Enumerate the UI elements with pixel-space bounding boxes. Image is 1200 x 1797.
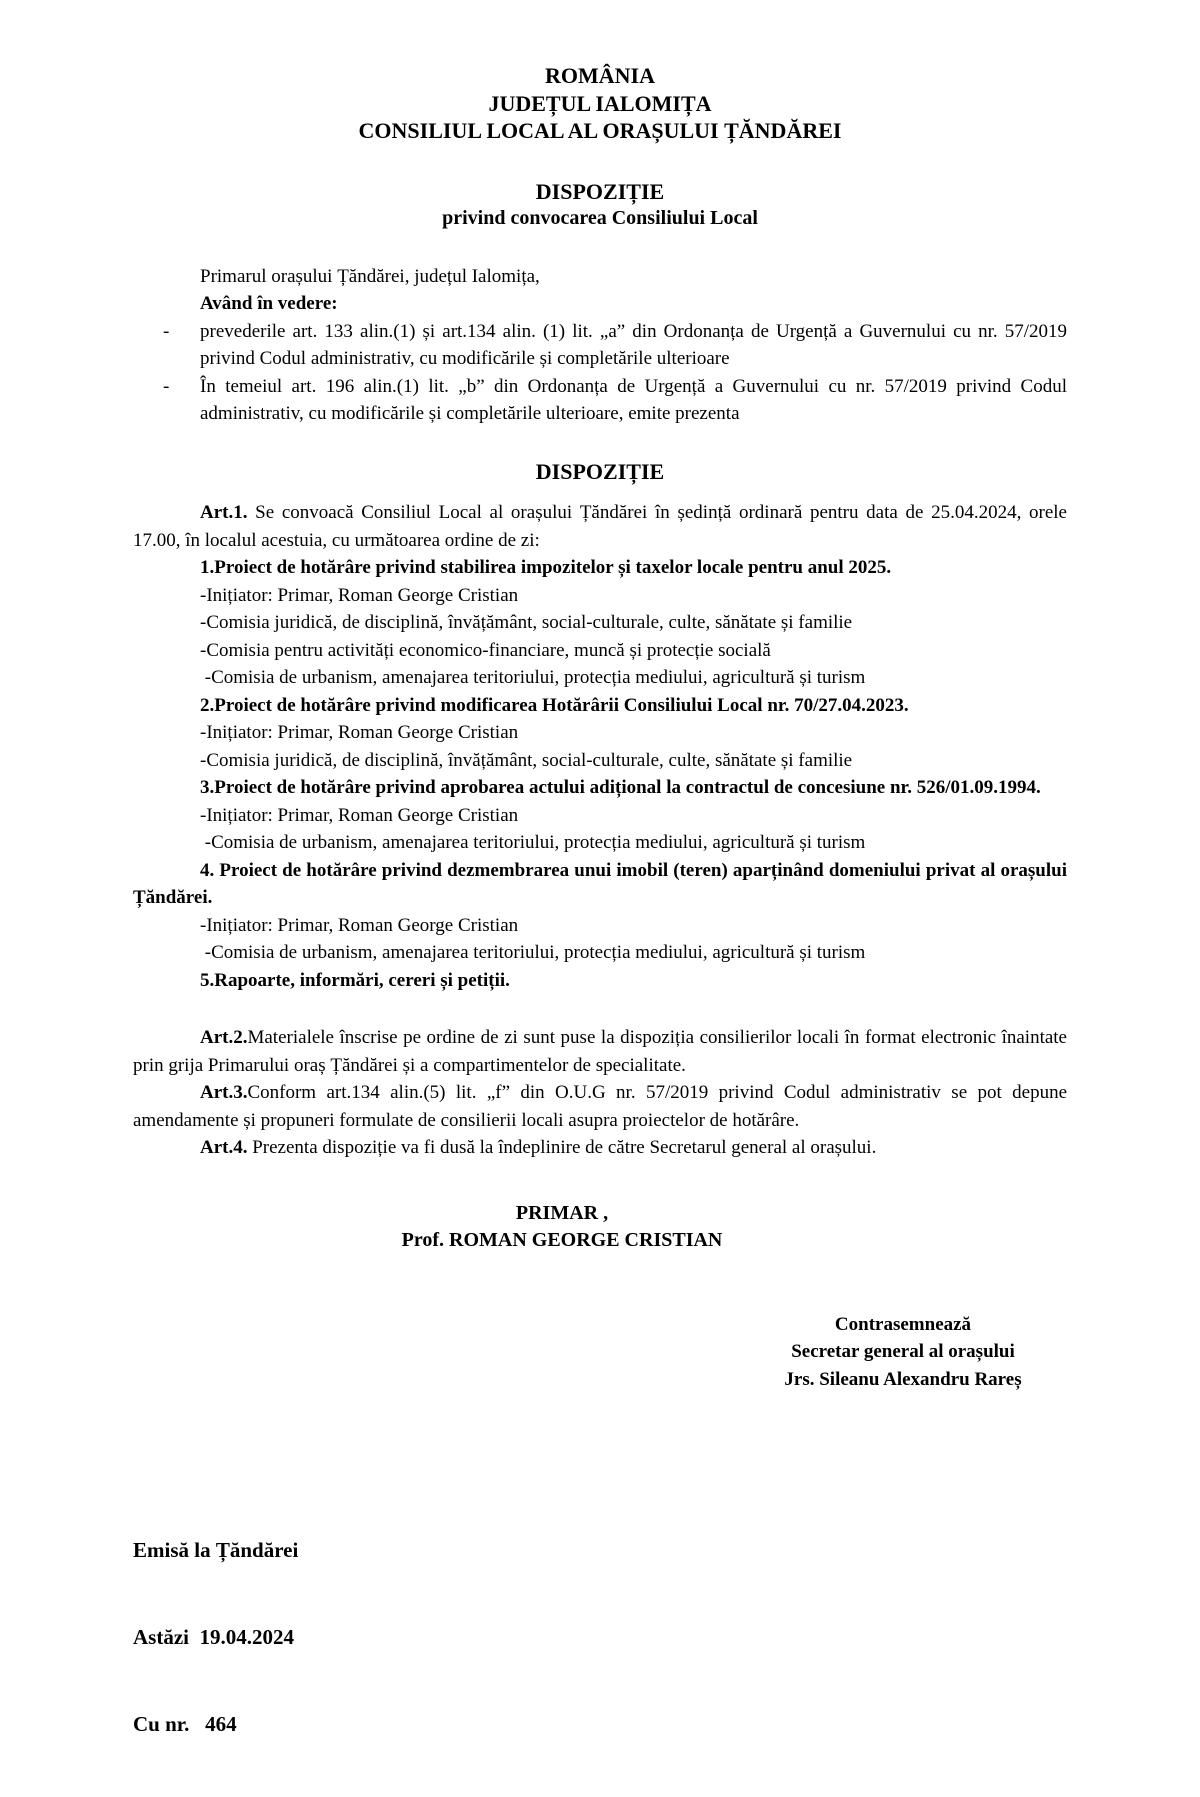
- agenda-item-5-title: 5.Rapoarte, informări, cereri și petiții.: [200, 969, 510, 991]
- document-title: [133, 178, 1067, 233]
- agenda-item-1-title: 1.Proiect de hotărâre privind stabilirea impozitelor și taxelor locale pentru anul 2025.: [200, 557, 892, 578]
- countersign-role: Secretar general al orașului: [791, 1341, 1015, 1362]
- issue-info: [133, 1478, 1067, 1797]
- article-4-text: Prezenta dispoziție va fi dusă la îndeplinire de către Secretarul general al orașului.: [247, 1137, 877, 1158]
- agenda-item-4-sub: -Comisia de urbanism, amenajarea teritoriului, protecția mediului, agricultură și turism: [200, 942, 866, 963]
- legal-basis-text: prevederile art. 133 alin.(1) și art.134 alin. (1) lit. „a” din Ordonanța de Urgență a Guvernului cu nr. 57/2019 privind Codul administrativ, cu modificările și completările ulterioare: [200, 320, 1067, 369]
- agenda-item-4-title: 4. Proiect de hotărâre privind dezmembrarea unui imobil (teren) aparținând domeniului privat al orașului Țăndărei.: [133, 859, 1067, 908]
- header-county: JUDEȚUL IALOMIȚA: [488, 90, 712, 116]
- legal-basis-item: [133, 373, 1067, 428]
- primar-name: Prof. ROMAN GEORGE CRISTIAN: [401, 1229, 723, 1251]
- article-2-label: Art.2.: [200, 1027, 248, 1048]
- agenda-item-2-title: 2.Proiect de hotărâre privind modificarea Hotărârii Consiliului Local nr. 70/27.04.2023.: [200, 694, 909, 716]
- agenda-item-1-sub: -Inițiator: Primar, Roman George Cristian: [200, 584, 519, 606]
- article-1: [133, 499, 1067, 554]
- signature-countersign: [733, 1311, 1073, 1394]
- preamble-having-regard: Având în vedere:: [200, 293, 338, 314]
- article-1-text: Se convoacă Consiliul Local al orașului Țăndărei în ședință ordinară pentru data de 25.04.2024, orele 17.00, în localul acestuia, cu următoarea ordine de zi:: [133, 502, 1067, 551]
- hyphen-marker: -: [163, 320, 170, 342]
- agenda-item-1-sub: -Comisia pentru activități economico-financiare, muncă și protecție socială: [200, 639, 771, 661]
- agenda-item-3-title: 3.Proiect de hotărâre privind aprobarea actului adițional la contractul de concesiune nr. 526/01.09.1994.: [200, 777, 1041, 798]
- title-subtitle: privind convocarea Consiliului Local: [442, 207, 758, 229]
- agenda-item-4-sub: -Inițiator: Primar, Roman George Cristian: [200, 914, 519, 936]
- agenda-item-2-sub: -Comisia juridică, de disciplină, învățământ, social-culturale, culte, sănătate și familie: [200, 749, 853, 771]
- preamble-intro: Primarul orașului Țăndărei, județul Ialomița,: [200, 265, 540, 287]
- agenda-item-2-sub: -Inițiator: Primar, Roman George Cristian: [200, 722, 519, 743]
- signature-primar: [133, 1200, 1067, 1255]
- issue-number: Cu nr. 464: [133, 1712, 237, 1736]
- agenda-item-1-sub: -Comisia de urbanism, amenajarea teritoriului, protecția mediului, agricultură și turism: [200, 667, 866, 688]
- legal-basis-item: [133, 318, 1067, 373]
- document-header: [133, 62, 1067, 145]
- article-3: [133, 1079, 1067, 1134]
- primar-title: PRIMAR ,: [515, 1201, 609, 1224]
- countersign-label: Contrasemnează: [834, 1313, 972, 1335]
- legal-basis-text: În temeiul art. 196 alin.(1) lit. „b” din Ordonanța de Urgență a Guvernului cu nr. 57/2019 privind Codul administrativ, cu modificările și completările ulterioare, emite prezenta: [200, 375, 1067, 424]
- agenda-item-3-sub: -Comisia de urbanism, amenajarea teritoriului, protecția mediului, agricultură și turism: [200, 832, 866, 853]
- issue-place: Emisă la Țăndărei: [133, 1538, 299, 1562]
- header-institution: CONSILIUL LOCAL AL ORAȘULUI ȚĂNDĂREI: [358, 118, 842, 143]
- title-main: DISPOZIȚIE: [535, 178, 665, 204]
- article-3-label: Art.3.: [200, 1082, 248, 1103]
- header-country: ROMÂNIA: [545, 63, 655, 88]
- countersign-name: Jrs. Sileanu Alexandru Rareș: [784, 1368, 1022, 1390]
- article-1-label: Art.1.: [200, 502, 248, 523]
- article-2: [133, 1024, 1067, 1079]
- article-4-label: Art.4.: [200, 1137, 248, 1158]
- article-2-text: Materialele înscrise pe ordine de zi sunt puse la dispoziția consilierilor locali în format electronic înaintate prin grija Primarului oraș Țăndărei și a compartimentelor de specialitate.: [133, 1027, 1067, 1076]
- issue-date: Astăzi 19.04.2024: [133, 1625, 294, 1649]
- agenda-list: [133, 554, 1067, 994]
- article-3-text: Conform art.134 alin.(5) lit. „f” din O.U.G nr. 57/2019 privind Codul administrativ se pot depune amendamente și propuneri formulate de consilierii locali asupra proiectelor de hotărâre.: [133, 1082, 1067, 1131]
- agenda-item-3-sub: -Inițiator: Primar, Roman George Cristian: [200, 804, 519, 826]
- article-4: [133, 1134, 1067, 1162]
- agenda-item-1-sub: -Comisia juridică, de disciplină, învățământ, social-culturale, culte, sănătate și familie: [200, 612, 853, 633]
- section-title-dispozitie: DISPOZIȚIE: [535, 458, 665, 484]
- hyphen-marker: -: [163, 375, 170, 397]
